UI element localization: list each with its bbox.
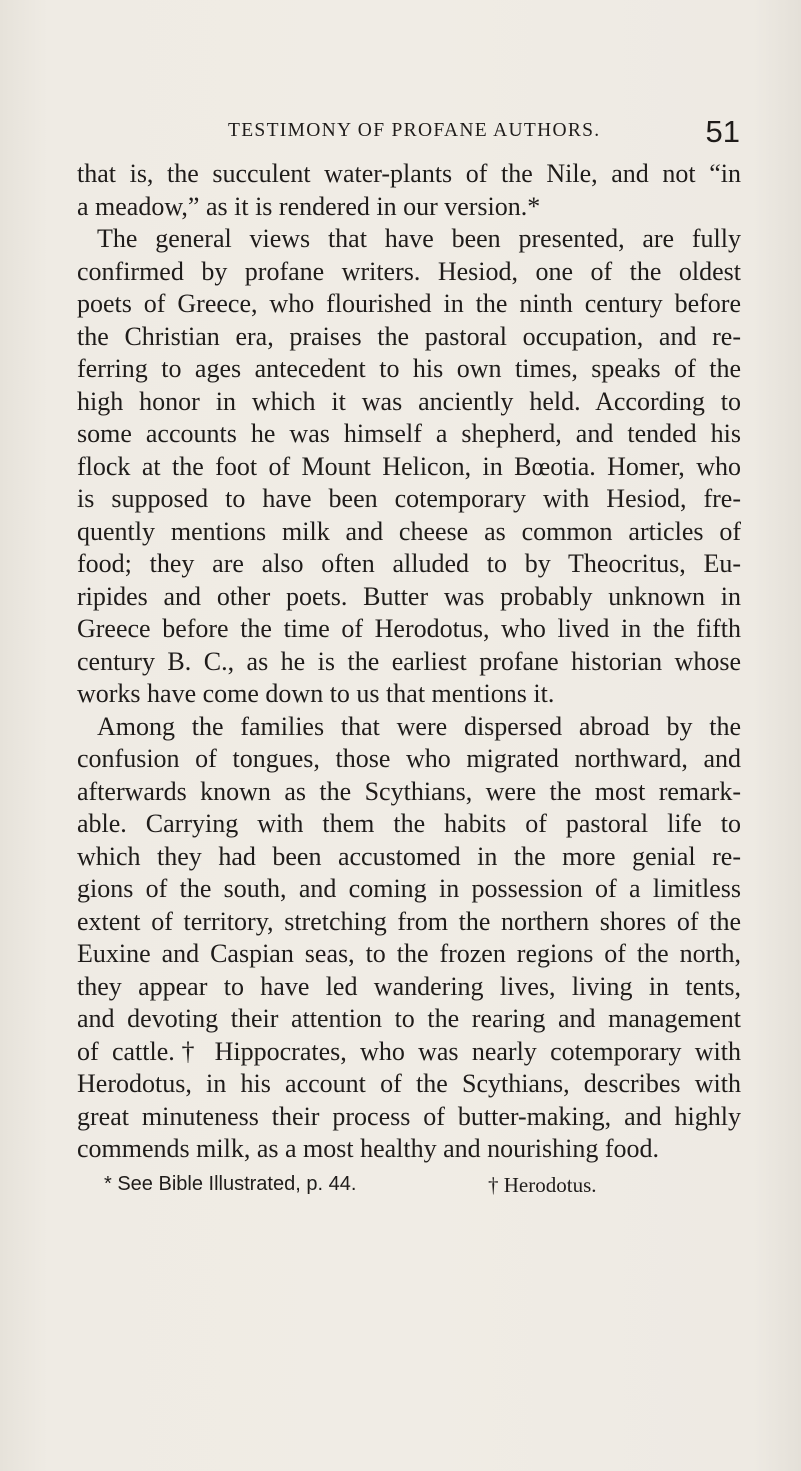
text-line: quently mentions milk and cheese as common articles of xyxy=(77,516,741,546)
text-line: Euxine and Caspian seas, to the frozen regions of the north, xyxy=(77,939,741,968)
running-head: TESTIMONY OF PROFANE AUTHORS. xyxy=(228,120,601,141)
text-line: afterwards known as the Scythians, were the most remark- xyxy=(77,776,741,806)
text-line: a meadow,” as it is rendered in our version.* xyxy=(77,191,541,221)
text-line: century B. C., as he is the earliest profane historian whose xyxy=(77,646,741,676)
text-line: works have come down to us that mentions it. xyxy=(77,679,555,708)
text-line: Greece before the time of Herodotus, who lived in the fifth xyxy=(77,614,741,643)
text-line: they appear to have led wandering lives, living in tents, xyxy=(77,971,741,1001)
paragraph-first-line: The general views that have been presented, are fully xyxy=(97,224,741,253)
footnote-herodotus: † Herodotus. xyxy=(488,1173,597,1197)
text-line: high honor in which it was anciently held. According to xyxy=(77,386,741,416)
text-line: the Christian era, praises the pastoral occupation, and re- xyxy=(77,321,741,351)
text-line: flock at the foot of Mount Helicon, in Bœotia. Homer, who xyxy=(77,451,741,481)
text-line: and devoting their attention to the rearing and management xyxy=(77,1004,741,1033)
text-line: Herodotus, in his account of the Scythians, describes with xyxy=(77,1069,741,1098)
text-line: commends milk, as a most healthy and nourishing food. xyxy=(77,1134,660,1163)
page-header xyxy=(228,114,740,152)
text-line: which they had been accustomed in the more genial re- xyxy=(77,841,741,871)
text-line: great minuteness their process of butter-making, and highly xyxy=(77,1101,741,1131)
body-text xyxy=(77,158,741,1166)
paragraph-first-line: Among the families that were dispersed abroad by the xyxy=(97,711,741,741)
text-line: confirmed by profane writers. Hesiod, one of the oldest xyxy=(77,256,741,286)
text-line: that is, the succulent water-plants of the Nile, and not “in xyxy=(77,159,741,188)
text-line: of cattle.† Hippocrates, who was nearly cotemporary with xyxy=(77,1036,741,1066)
text-line: confusion of tongues, those who migrated northward, and xyxy=(77,744,741,773)
text-line: gions of the south, and coming in possession of a limitless xyxy=(77,874,741,903)
text-line: extent of territory, stretching from the northern shores of the xyxy=(77,906,741,936)
text-line: some accounts he was himself a shepherd, and tended his xyxy=(77,419,741,448)
text-line: poets of Greece, who flourished in the ninth century before xyxy=(77,289,741,318)
text-line: is supposed to have been cotemporary with Hesiod, fre- xyxy=(77,484,741,513)
text-line: ferring to ages antecedent to his own times, speaks of the xyxy=(77,354,741,383)
text-line: food; they are also often alluded to by Theocritus, Eu- xyxy=(77,549,741,578)
text-line: able. Carrying with them the habits of pastoral life to xyxy=(77,809,741,838)
footnote-bible-illustrated: * See Bible Illustrated, p. 44. xyxy=(104,1173,357,1195)
text-line: ripides and other poets. Butter was probably unknown in xyxy=(77,581,741,611)
footnotes xyxy=(104,1173,704,1203)
page-number: 51 xyxy=(705,114,740,149)
